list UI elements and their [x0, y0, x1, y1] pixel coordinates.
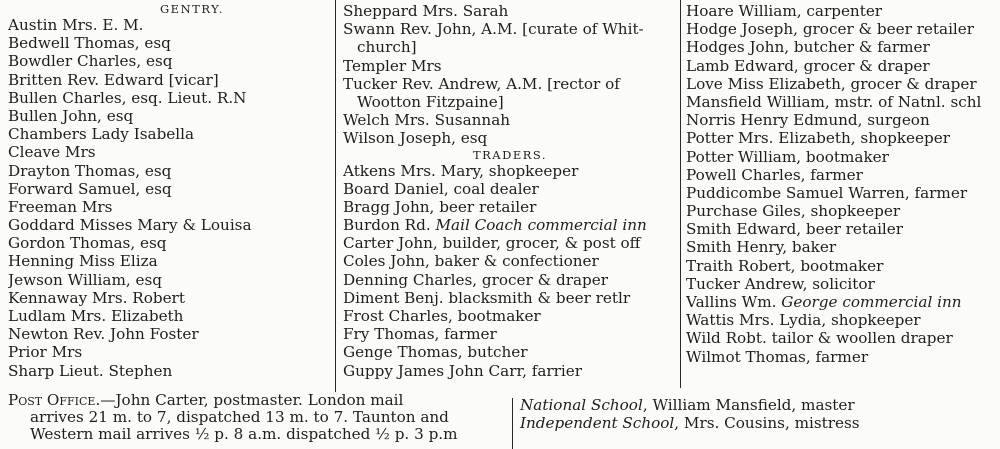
independent-school-line: Independent School, Mrs. Cousins, mistress [520, 414, 860, 432]
directory-entry: Bragg John, beer retailer [343, 197, 537, 216]
directory-entry: Henning Miss Eliza [8, 252, 158, 271]
directory-entry: Wilson Joseph, esq [343, 129, 488, 148]
gentry-column [8, 2, 330, 380]
column-divider [335, 0, 336, 392]
directory-entry: Puddicombe Samuel Warren, farmer [686, 183, 968, 202]
directory-entry: Fry Thomas, farmer [343, 325, 497, 344]
directory-entry: Wilmot Thomas, farmer [686, 347, 869, 366]
directory-entry: Hodge Joseph, grocer & beer retailer [686, 20, 975, 39]
footer-divider [512, 398, 513, 449]
post-office-notice [8, 392, 506, 443]
directory-entry: Lamb Edward, grocer & draper [686, 56, 930, 75]
traders-continued-list [686, 2, 996, 366]
directory-entry: Mansfield William, mstr. of Natnl. schl [686, 92, 982, 111]
directory-entry: Coles John, baker & confectioner [343, 252, 599, 271]
directory-entry: Templer Mrs [343, 56, 442, 75]
gentry-continued-list [343, 2, 677, 148]
directory-entry: Atkens Mrs. Mary, shopkeeper [343, 161, 579, 180]
directory-entry: Norris Henry Edmund, surgeon [686, 111, 930, 130]
directory-entry: Burdon Rd. Mail Coach commercial inn [343, 216, 647, 235]
directory-entry: Bowdler Charles, esq [8, 52, 173, 71]
directory-entry: Newton Rev. John Foster [8, 325, 199, 344]
post-office-line: Post Office.—John Carter, postmaster. London mail [8, 391, 404, 409]
directory-entry: Wattis Mrs. Lydia, shopkeeper [686, 311, 921, 330]
directory-entry: Wootton Fitzpaine] [357, 92, 504, 111]
directory-entry: Hoare William, carpenter [686, 2, 883, 20]
directory-entry: Guppy James John Carr, farrier [343, 361, 583, 380]
directory-entry: Britten Rev. Edward [vicar] [8, 70, 219, 89]
directory-entry: Potter Mrs. Elizabeth, shopkeeper [686, 129, 950, 148]
directory-entry: Board Daniel, coal dealer [343, 179, 539, 198]
national-school-line: National School, William Mansfield, master [520, 396, 855, 414]
directory-entry: Tucker Rev. Andrew, A.M. [rector of [343, 74, 620, 93]
directory-entry: Goddard Misses Mary & Louisa [8, 216, 252, 235]
gentry-list [8, 16, 330, 380]
directory-entry: Traith Robert, bootmaker [686, 256, 884, 275]
post-office-line: Western mail arrives ½ p. 8 a.m. dispatched ½ p. 3 p.m [30, 425, 458, 443]
right-column [686, 2, 996, 366]
directory-entry: Vallins Wm. George commercial inn [686, 293, 962, 311]
directory-entry: Frost Charles, bootmaker [343, 307, 541, 325]
directory-entry: Potter William, bootmaker [686, 147, 889, 166]
directory-entry: Drayton Thomas, esq [8, 161, 172, 180]
gentry-heading: GENTRY. [160, 2, 224, 16]
column-divider [680, 0, 681, 388]
directory-entry: Chambers Lady Isabella [8, 125, 195, 144]
directory-entry: Ludlam Mrs. Elizabeth [8, 307, 184, 325]
directory-entry: Gordon Thomas, esq [8, 234, 167, 253]
directory-entry: Welch Mrs. Susannah [343, 111, 511, 130]
directory-entry: Purchase Giles, shopkeeper [686, 202, 901, 221]
directory-entry: Wild Robt. tailor & woollen draper [686, 329, 953, 348]
directory-entry: Diment Benj. blacksmith & beer retlr [343, 288, 631, 307]
directory-entry: Powell Charles, farmer [686, 165, 863, 184]
directory-entry: Bullen John, esq [8, 106, 134, 125]
directory-entry: Sharp Lieut. Stephen [8, 361, 173, 380]
directory-entry: Austin Mrs. E. M. [8, 16, 144, 34]
directory-entry: Sheppard Mrs. Sarah [343, 2, 509, 20]
traders-list [343, 162, 677, 380]
post-office-label: Post Office. [8, 391, 101, 409]
directory-entry: Jewson William, esq [8, 270, 163, 289]
directory-entry: Genge Thomas, butcher [343, 343, 528, 362]
directory-entry: Smith Henry, baker [686, 238, 837, 257]
directory-entry: Bedwell Thomas, esq [8, 34, 171, 53]
directory-entry: Freeman Mrs [8, 197, 113, 216]
post-office-line: arrives 21 m. to 7, dispatched 13 m. to 7. Taunton and [30, 408, 449, 426]
directory-entry: Love Miss Elizabeth, grocer & draper [686, 74, 977, 93]
middle-column [343, 2, 677, 380]
directory-entry: Carter John, builder, grocer, & post off [343, 234, 641, 253]
directory-entry: Denning Charles, grocer & draper [343, 270, 608, 289]
directory-entry: Swann Rev. John, A.M. [curate of Whit- [343, 20, 644, 39]
directory-entry: Hodges John, butcher & farmer [686, 38, 930, 57]
schools-notice [520, 396, 990, 432]
directory-entry: Kennaway Mrs. Robert [8, 288, 185, 307]
directory-entry: Bullen Charles, esq. Lieut. R.N [8, 88, 247, 107]
directory-entry: Smith Edward, beer retailer [686, 220, 904, 239]
directory-entry: Forward Samuel, esq [8, 179, 172, 198]
traders-heading: TRADERS. [472, 147, 548, 162]
directory-entry: Cleave Mrs [8, 143, 96, 162]
directory-entry: church] [357, 38, 417, 57]
directory-entry: Tucker Andrew, solicitor [686, 274, 875, 293]
directory-entry: Prior Mrs [8, 343, 83, 362]
